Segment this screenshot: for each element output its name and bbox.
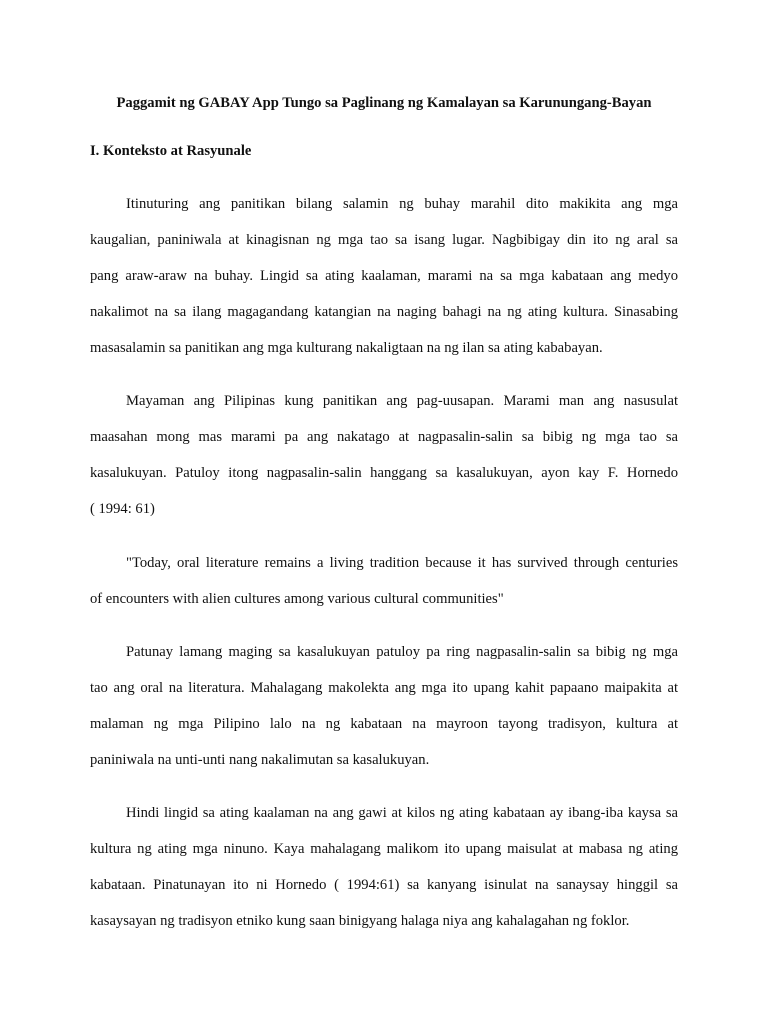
paragraph-line: tao ang oral na literatura. Mahalagang makolekta ang mga ito upang kahit papaano maipakita at [90,680,678,696]
section-heading: I. Konteksto at Rasyunale [90,143,252,159]
paragraph-line: "Today, oral literature remains a living tradition because it has survived through centuries [126,555,678,571]
paragraph-line: malaman ng mga Pilipino lalo na ng kabataan na mayroon tayong tradisyon, kultura at [90,716,678,732]
paragraph-line: Patunay lamang maging sa kasalukuyan patuloy pa ring nagpasalin-salin sa bibig ng mga [126,644,678,660]
paragraph-line: Hindi lingid sa ating kaalaman na ang gawi at kilos ng ating kabataan ay ibang-iba kaysa sa [126,805,678,821]
paragraph-line: kabataan. Pinatunayan ito ni Hornedo ( 1994:61) sa kanyang isinulat na sanaysay hinggil sa [90,877,678,893]
paragraph-line: masasalamin sa panitikan ang mga kulturang nakaligtaan na ng ilan sa ating kababayan. [90,340,603,356]
paragraph-line: Mayaman ang Pilipinas kung panitikan ang pag-uusapan. Marami man ang nasusulat [126,393,678,409]
paragraph-line: of encounters with alien cultures among various cultural communities" [90,591,504,607]
paragraph-line: kasaysayan ng tradisyon etniko kung saan binigyang halaga niya ang kahalagahan ng foklor. [90,913,630,929]
paragraph-line: ( 1994: 61) [90,501,155,517]
paragraph-line: Itinuturing ang panitikan bilang salamin ng buhay marahil dito makikita ang mga [126,196,678,212]
paragraph-line: maasahan mong mas marami pa ang nakatago at nagpasalin-salin sa bibig ng mga tao sa [90,429,678,445]
paragraph-line: paniniwala na unti-unti nang nakalimutan sa kasalukuyan. [90,752,430,768]
paragraph-line: kaugalian, paniniwala at kinagisnan ng mga tao sa isang lugar. Nagbibigay din ito ng aral sa [90,232,678,248]
paragraph-line: pang araw-araw na buhay. Lingid sa ating kaalaman, marami na sa mga kabataan ang medyo [90,268,678,284]
paragraph-line: kasalukuyan. Patuloy itong nagpasalin-salin hanggang sa kasalukuyan, ayon kay F. Hornedo [90,465,678,481]
document-title: Paggamit ng GABAY App Tungo sa Paglinang ng Kamalayan sa Karunungang-Bayan [116,95,652,111]
paragraph-line: nakalimot na sa ilang magagandang katangian na naging bahagi na ng ating kultura. Sinasabing [90,304,678,320]
paragraph-line: kultura ng ating mga ninuno. Kaya mahalagang malikom ito upang maisulat at mabasa ng ating [90,841,678,857]
